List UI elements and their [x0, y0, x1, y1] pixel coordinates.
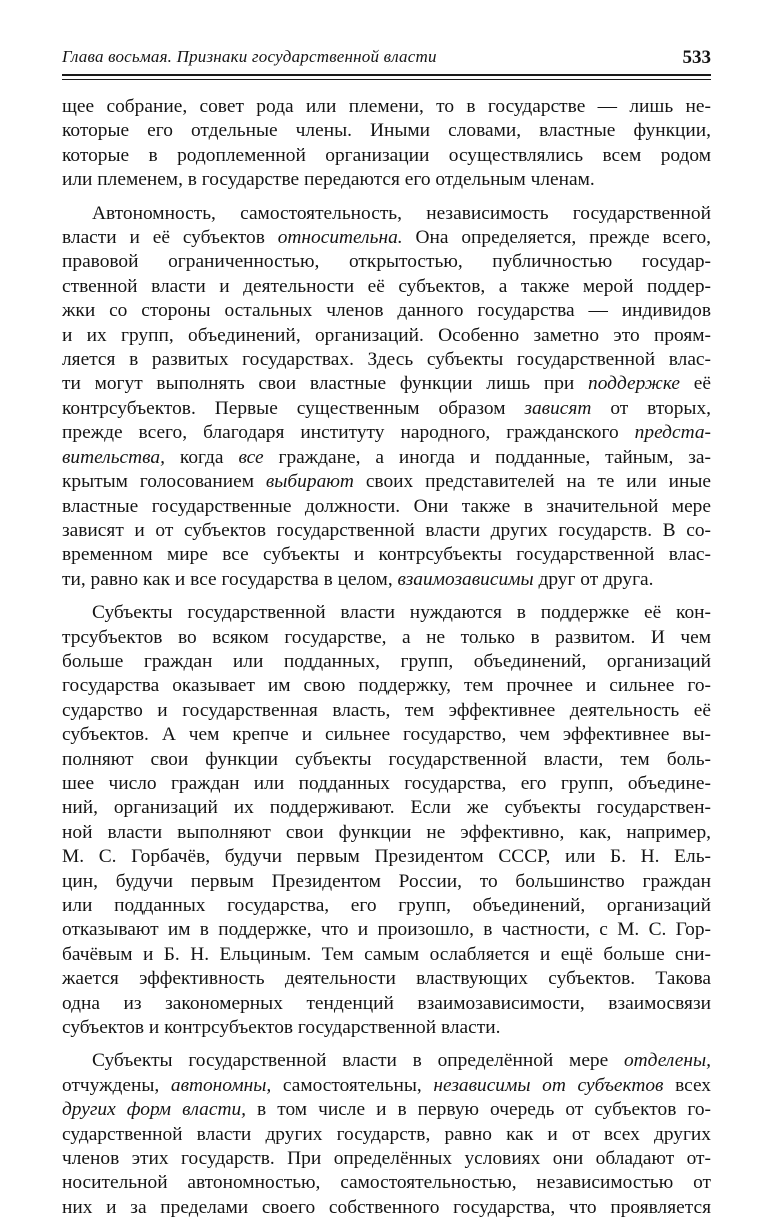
text-run: прежде всего, благодаря институту народного, гражданского — [62, 422, 635, 444]
text-run: шее число граждан или подданных государства, его групп, объедине- — [62, 772, 711, 794]
text-line — [62, 519, 711, 543]
text-line — [62, 119, 711, 143]
text-line — [62, 421, 711, 445]
text-line — [62, 748, 711, 772]
text-line — [62, 1171, 711, 1195]
paragraph-gap — [62, 1040, 711, 1049]
text-line — [62, 967, 711, 991]
text-run: сударство и государственная власть, тем эффективнее деятельность её — [62, 699, 711, 721]
text-run: субъектов. А чем крепче и сильнее государство, чем эффективнее вы- — [62, 724, 711, 746]
paragraph-gap — [62, 193, 711, 202]
text-line — [62, 470, 711, 494]
text-run: отказывают им в поддержке, что и произошло, в частности, с М. С. Гор- — [62, 919, 711, 941]
page-header — [62, 47, 711, 71]
paragraph — [62, 601, 711, 1040]
text-line — [62, 299, 711, 323]
emphasis: автономны, — [170, 1074, 272, 1096]
text-line — [62, 723, 711, 747]
text-run: Субъекты государственной власти в определённой мере — [92, 1050, 624, 1072]
text-run: власти и её субъектов — [62, 227, 278, 249]
paragraph — [62, 95, 711, 193]
text-run: в том числе и в первую очередь от субъектов го- — [246, 1099, 711, 1121]
text-run: ляется в развитых государствах. Здесь субъекты государственной влас- — [62, 349, 711, 371]
text-run: жки со стороны остальных членов данного государства — индивидов — [62, 300, 711, 322]
text-line — [62, 894, 711, 918]
emphasis: других форм власти, — [62, 1099, 247, 1121]
text-run: членов этих государств. При определённых условиях они обладают от- — [62, 1148, 711, 1170]
text-run: щее собрание, совет рода или племени, то в государстве — лишь не- — [62, 96, 711, 117]
emphasis: поддержке — [588, 373, 681, 395]
text-run: от вторых, — [591, 397, 711, 419]
text-line — [62, 796, 711, 820]
header-rule — [62, 74, 711, 76]
text-run: бачёвым и Б. Н. Ельциным. Тем самым ослабляется и ещё больше сни- — [62, 943, 711, 965]
text-run: цин, будучи первым Президентом России, то большинство граждан — [62, 870, 711, 892]
text-line — [62, 1123, 711, 1147]
text-run: или племенем, в государстве передаются его отдельным членам. — [62, 169, 595, 191]
text-run: своих представителей на те или иные — [353, 471, 711, 493]
text-run: носительной автономностью, самостоятельностью, независимостью от — [62, 1172, 711, 1194]
text-run: них и за пределами своего собственного государства, что проявляется — [62, 1196, 711, 1218]
text-line — [62, 495, 711, 519]
paragraph — [62, 202, 711, 593]
text-run: ти, равно как и все государства в целом, — [62, 568, 398, 590]
emphasis: предста- — [634, 422, 711, 444]
text-line — [62, 144, 711, 168]
text-line — [62, 943, 711, 967]
text-line — [62, 95, 711, 119]
text-line — [62, 202, 711, 226]
text-line — [62, 772, 711, 796]
text-run: Автономность, самостоятельность, независимость государственной — [92, 202, 711, 224]
text-line — [62, 543, 711, 567]
emphasis: все — [238, 446, 264, 468]
text-run: временном мире все субъекты и контрсубъекты государственной влас- — [62, 544, 711, 566]
text-run: которые его отдельные члены. Иными словами, властные функции, — [62, 120, 711, 142]
text-run: сударственной власти других государств, равно как и от всех других — [62, 1123, 711, 1145]
text-run: отчуждены, — [62, 1074, 171, 1096]
text-line — [62, 446, 711, 470]
text-line — [62, 601, 711, 625]
emphasis: зависят — [524, 397, 592, 419]
text-run: субъектов и контрсубъектов государственной власти. — [62, 1017, 501, 1039]
text-run: М. С. Горбачёв, будучи первым Президентом СССР, или Б. Н. Ель- — [62, 846, 711, 868]
text-run: граждане, а иногда и подданные, тайным, за- — [263, 446, 711, 468]
text-run: полняют свои функции субъекты государственной власти, тем боль- — [62, 748, 711, 770]
text-run: друг от друга. — [533, 568, 654, 590]
text-line — [62, 992, 711, 1016]
text-line — [62, 845, 711, 869]
text-line — [62, 348, 711, 372]
text-run: всех — [663, 1074, 712, 1096]
text-run: зависят и от субъектов государственной власти других государств. В со- — [62, 519, 711, 541]
text-line — [62, 1049, 711, 1073]
text-run: больше граждан или подданных, групп, объединений, организаций — [62, 650, 711, 672]
text-line — [62, 397, 711, 421]
text-run: когда — [164, 446, 239, 468]
text-run: властные государственные должности. Они также в значительной мере — [62, 495, 711, 517]
text-line — [62, 870, 711, 894]
text-run: трсубъектов во всяком государстве, а не только в развитом. И чем — [62, 626, 711, 648]
emphasis: взаимозависимы — [397, 568, 534, 590]
emphasis: относительна. — [277, 227, 403, 249]
text-run: которые в родоплеменной организации осуществлялись всем родом — [62, 144, 711, 166]
running-head: Глава восьмая. Признаки государственной власти — [62, 47, 437, 66]
text-line — [62, 626, 711, 650]
text-line — [62, 250, 711, 274]
text-line — [62, 699, 711, 723]
text-line — [62, 226, 711, 250]
text-line — [62, 1098, 711, 1122]
text-line — [62, 168, 711, 192]
text-line — [62, 324, 711, 348]
text-line — [62, 372, 711, 396]
text-run: ти могут выполнять свои властные функции лишь при — [62, 373, 588, 395]
text-line — [62, 1147, 711, 1171]
emphasis: выбирают — [265, 471, 354, 493]
text-run: Субъекты государственной власти нуждаются в поддержке её кон- — [92, 602, 711, 624]
text-line — [62, 1196, 711, 1220]
text-line — [62, 568, 711, 592]
paragraph-gap — [62, 592, 711, 601]
text-run: одна из закономерных тенденций взаимозависимости, взаимосвязи — [62, 992, 711, 1014]
text-line — [62, 1016, 711, 1040]
text-run: ной власти выполняют свои функции не эффективно, как, например, — [62, 821, 711, 843]
text-run: и их групп, объединений, организаций. Особенно заметно это проям- — [62, 324, 711, 346]
emphasis: отделены, — [623, 1050, 711, 1072]
text-run: правовой ограниченностью, открытостью, публичностью государ- — [62, 251, 711, 273]
text-run: её — [680, 373, 711, 395]
body-text — [62, 95, 711, 1220]
text-line — [62, 1074, 711, 1098]
paragraph — [62, 1049, 711, 1220]
emphasis: вительства, — [62, 446, 165, 468]
text-run: или подданных государства, его групп, объединений, организаций — [62, 895, 711, 916]
text-line — [62, 821, 711, 845]
text-run: Она определяется, прежде всего, — [402, 227, 711, 249]
text-run: жается эффективность деятельности властвующих субъектов. Такова — [62, 968, 711, 990]
page-number: 533 — [682, 47, 711, 68]
text-run: крытым голосованием — [62, 471, 266, 493]
text-line — [62, 275, 711, 299]
text-run: ний, организаций их поддерживают. Если же субъекты государствен- — [62, 797, 711, 819]
header-rule-thin — [62, 79, 711, 80]
text-run: государства оказывает им свою поддержку, тем прочнее и сильнее го- — [62, 675, 711, 697]
emphasis: независимы от субъектов — [433, 1074, 664, 1096]
text-run: самостоятельны, — [271, 1074, 434, 1096]
text-line — [62, 650, 711, 674]
text-run: контрсубъектов. Первые существенным образом — [62, 397, 525, 419]
text-line — [62, 918, 711, 942]
text-line — [62, 674, 711, 698]
text-run: ственной власти и деятельности её субъектов, а также мерой поддер- — [62, 275, 711, 297]
